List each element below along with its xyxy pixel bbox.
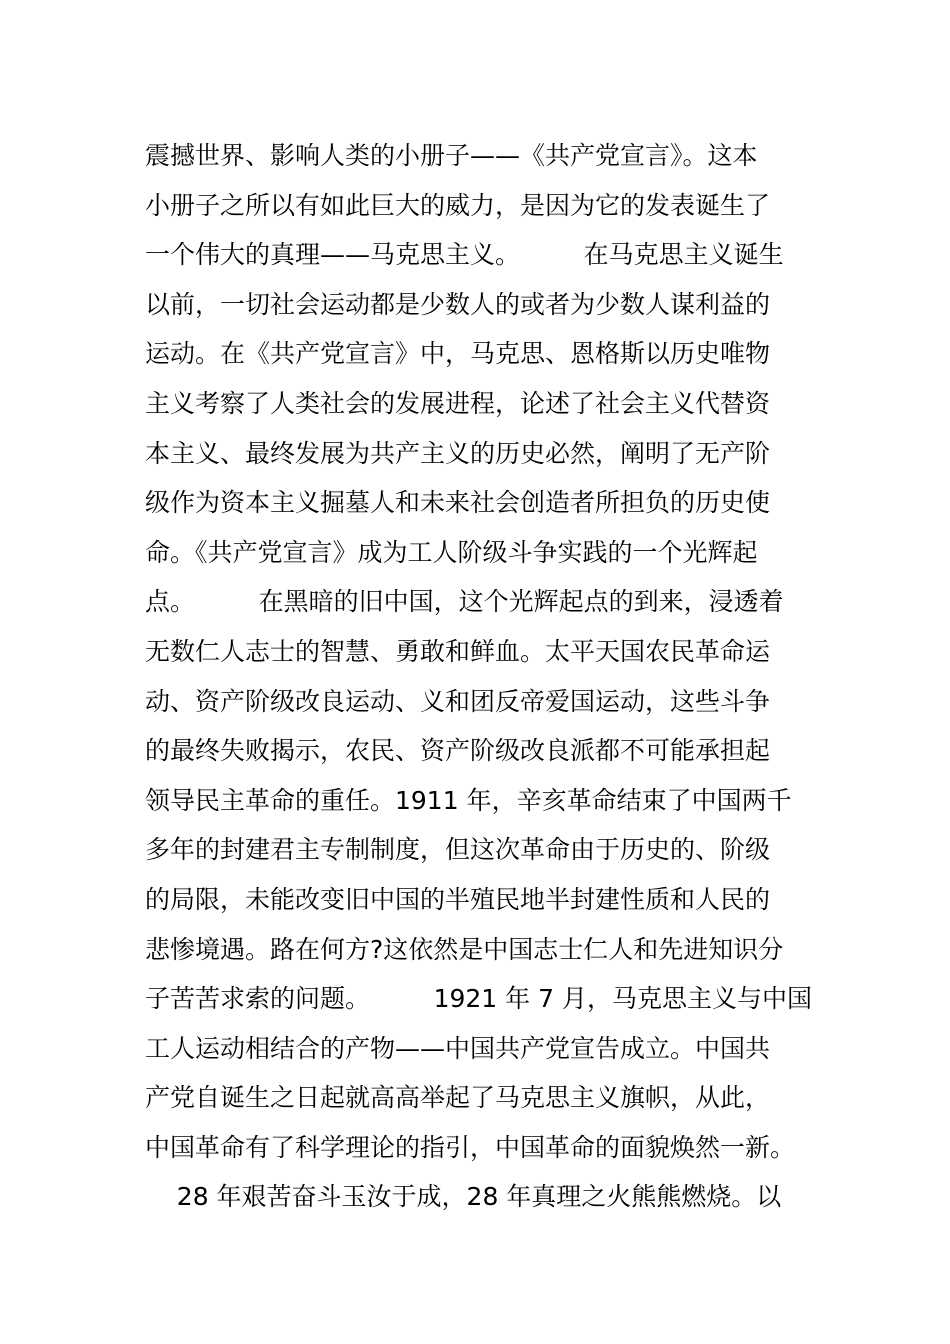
text-line: 工人运动相结合的产物——中国共产党宣告成立。中国共 — [145, 1033, 771, 1063]
text-line: 以前，一切社会运动都是少数人的或者为少数人谋利益的 — [145, 289, 771, 319]
text-line: 中国革命有了科学理论的指引，中国革命的面貌焕然一新。 — [145, 1132, 796, 1162]
text-line: 运动。在《共产党宣言》中，马克思、恩格斯以历史唯物 — [145, 339, 771, 369]
text-line: 产党自诞生之日起就高高举起了马克思主义旗帜，从此， — [145, 1083, 771, 1113]
body-text — [145, 131, 825, 1222]
text-line: 小册子之所以有如此巨大的威力，是因为它的发表诞生了 — [145, 190, 771, 220]
text-line: 的最终失败揭示，农民、资产阶级改良派都不可能承担起 — [145, 736, 771, 766]
text-line: 点。 在黑暗的旧中国，这个光辉起点的到来，浸透着 — [145, 587, 784, 617]
text-line: 震撼世界、影响人类的小册子——《共产党宣言》。这本 — [145, 141, 758, 170]
text-line: 动、资产阶级改良运动、义和团反帝爱国运动，这些斗争 — [145, 686, 771, 716]
text-line: 级作为资本主义掘墓人和未来社会创造者所担负的历史使 — [145, 488, 771, 518]
text-line: 主义考察了人类社会的发展进程，论述了社会主义代替资 — [145, 388, 771, 418]
text-line: 28 年艰苦奋斗玉汝于成，28 年真理之火熊熊燃烧。以 — [145, 1182, 782, 1212]
text-line: 子苦苦求索的问题。 1921 年 7 月，马克思主义与中国 — [145, 984, 812, 1014]
text-line: 多年的封建君主专制制度，但这次革命由于历史的、阶级 — [145, 835, 771, 865]
text-line: 领导民主革命的重任。1911 年，辛亥革命结束了中国两千 — [145, 785, 792, 815]
text-line: 无数仁人志士的智慧、勇敢和鲜血。太平天国农民革命运 — [145, 636, 771, 666]
text-line: 命。《共产党宣言》成为工人阶级斗争实践的一个光辉起 — [145, 537, 758, 567]
text-line: 本主义、最终发展为共产主义的历史必然，阐明了无产阶 — [145, 438, 771, 468]
text-line: 的局限，未能改变旧中国的半殖民地半封建性质和人民的 — [145, 884, 771, 914]
text-line: 悲惨境遇。路在何方?这依然是中国志士仁人和先进知识分 — [145, 934, 784, 964]
text-line: 一个伟大的真理——马克思主义。 在马克思主义诞生 — [145, 240, 784, 270]
